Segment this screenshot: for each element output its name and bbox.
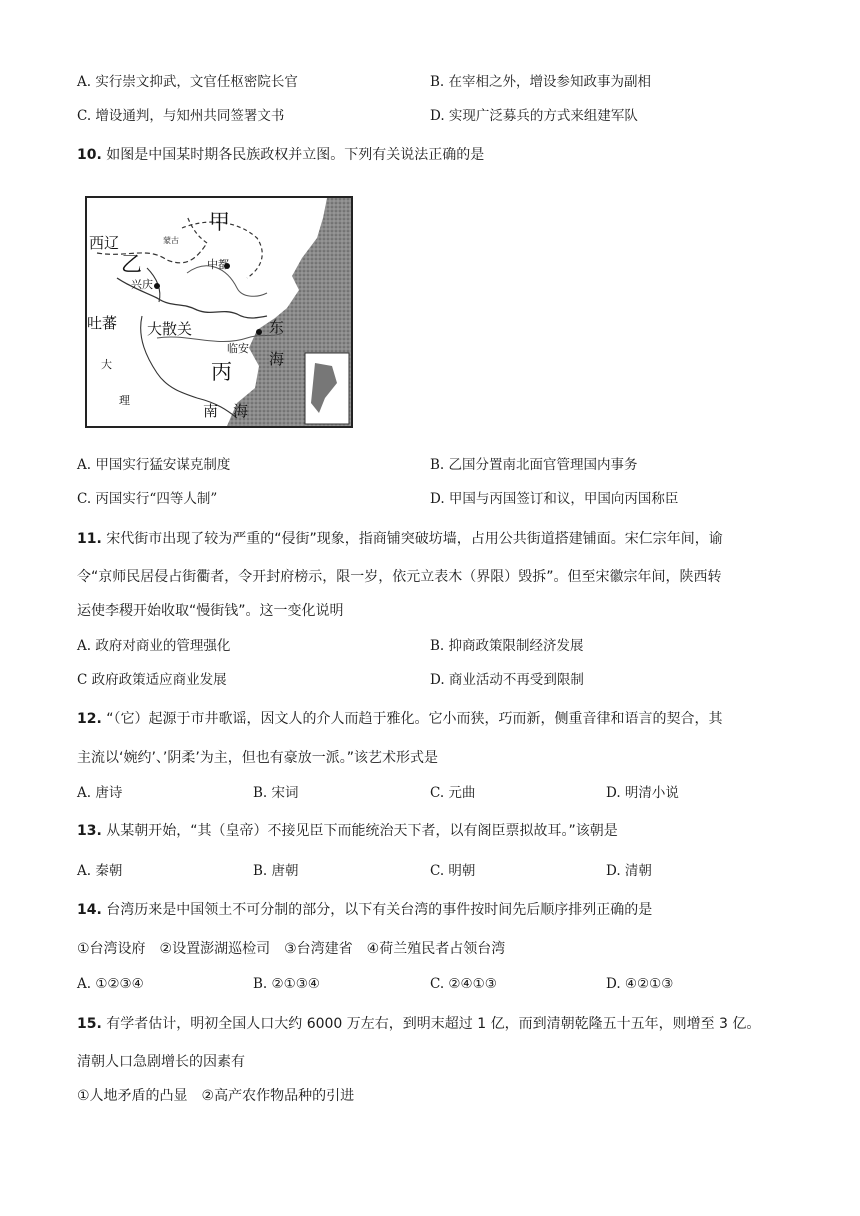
q12-option-c: C. 元曲 bbox=[430, 785, 476, 801]
label-yi: 乙 bbox=[121, 252, 142, 276]
label-tubo: 吐蕃 bbox=[87, 314, 118, 332]
q11-stem-line-3: 运使李稷开始收取“慢街钱”。这一变化说明 bbox=[77, 603, 344, 619]
q9-option-c: C. 增设通判，与知州共同签署文书 bbox=[77, 108, 285, 124]
label-li: 理 bbox=[119, 394, 130, 407]
q10-option-c: C. 丙国实行“四等人制” bbox=[77, 491, 218, 507]
q13-number: 13. bbox=[77, 823, 102, 839]
q11-stem-text-1: 宋代街市出现了较为严重的“侵街”现象，指商铺突破坊墙，占用公共街道搭建铺面。宋仁宗年间，谕 bbox=[106, 531, 723, 547]
q9-option-b: B. 在宰相之外，增设参知政事为副相 bbox=[430, 74, 652, 90]
label-dasanguan: 大散关 bbox=[147, 320, 193, 338]
q9-option-a: A. 实行崇文抑武，文官任枢密院长官 bbox=[77, 74, 298, 90]
q11-stem-line-1 bbox=[77, 529, 723, 549]
label-zhongdu: 中都 bbox=[207, 258, 229, 271]
q14-number: 14. bbox=[77, 902, 102, 918]
q10-stem bbox=[77, 145, 484, 165]
q14-stem bbox=[77, 900, 652, 920]
q13-option-b: B. 唐朝 bbox=[253, 863, 299, 879]
q10-option-a: A. 甲国实行猛安谋克制度 bbox=[77, 457, 231, 473]
label-linan: 临安 bbox=[227, 342, 249, 355]
q10-stem-text: 如图是中国某时期各民族政权并立图。下列有关说法正确的是 bbox=[106, 147, 485, 163]
q12-option-a: A. 唐诗 bbox=[77, 785, 123, 801]
border-north bbox=[187, 216, 207, 243]
label-xiliao: 西辽 bbox=[89, 234, 120, 252]
q13-stem-text: 从某朝开始，“其（皇帝）不接见臣下而能统治天下者，以有阁臣票拟故耳。”该朝是 bbox=[106, 823, 618, 839]
label-jia: 甲 bbox=[209, 210, 230, 234]
q14-stem-text: 台湾历来是中国领土不可分制的部分，以下有关台湾的事件按时间先后顺序排列正确的是 bbox=[106, 902, 653, 918]
linan-dot bbox=[256, 329, 262, 335]
q9-option-d: D. 实现广泛募兵的方式来组建军队 bbox=[430, 108, 638, 124]
label-da: 大 bbox=[101, 358, 112, 371]
q11-option-c: C 政府政策适应商业发展 bbox=[77, 672, 227, 688]
ethnic-regimes-map bbox=[85, 196, 353, 428]
label-nan: 南 bbox=[203, 402, 219, 420]
q11-stem-line-2: 令“京师民居侵占街衢者，令开封府榜示，限一岁，依元立表木（界限）毁拆”。但至宋徽宗年间，陕西转 bbox=[77, 569, 722, 585]
label-hai-east: 海 bbox=[269, 350, 285, 368]
q15-number: 15. bbox=[77, 1016, 102, 1032]
q12-stem-line-1 bbox=[77, 709, 723, 729]
q12-stem-line-2: 主流以‘婉约’、’阴柔’为主，但也有豪放一派。”该艺术形式是 bbox=[77, 750, 439, 766]
q11-option-b: B. 抑商政策限制经济发展 bbox=[430, 638, 584, 654]
q14-option-d: D. ④②①③ bbox=[606, 976, 674, 992]
q10-number: 10. bbox=[77, 147, 102, 163]
q12-number: 12. bbox=[77, 711, 102, 727]
q15-stem-text-1: 有学者估计，明初全国人口大约 6000 万左右，到明末超过 1 亿，而到清朝乾隆五十五年，则增至 3 亿。 bbox=[106, 1016, 761, 1032]
q12-option-b: B. 宋词 bbox=[253, 785, 299, 801]
q13-option-a: A. 秦朝 bbox=[77, 863, 123, 879]
q14-items: ①台湾设府 ②设置澎湖巡检司 ③台湾建省 ④荷兰殖民者占领台湾 bbox=[77, 941, 506, 957]
q14-option-b: B. ②①③④ bbox=[253, 976, 320, 992]
q15-stem-line-2: 清朝人口急剧增长的因素有 bbox=[77, 1054, 245, 1070]
q15-stem-line-1 bbox=[77, 1014, 760, 1034]
label-bing: 丙 bbox=[211, 360, 232, 384]
q12-option-d: D. 明清小说 bbox=[606, 785, 679, 801]
q11-option-d: D. 商业活动不再受到限制 bbox=[430, 672, 584, 688]
q10-option-d: D. 甲国与丙国签订和议，甲国向丙国称臣 bbox=[430, 491, 679, 507]
label-menggu: 蒙古 bbox=[163, 236, 179, 245]
q12-stem-text-1: “（它）起源于市井歌谣，因文人的介人而趋于雅化。它小而狭，巧而新，侧重音律和语言的契合，其 bbox=[106, 711, 723, 727]
q14-option-c: C. ②④①③ bbox=[430, 976, 497, 992]
q13-stem bbox=[77, 821, 618, 841]
label-xingqing: 兴庆 bbox=[131, 278, 153, 291]
xingqing-dot bbox=[154, 283, 160, 289]
q13-option-c: C. 明朝 bbox=[430, 863, 476, 879]
label-hai-south: 海 bbox=[233, 402, 249, 420]
q15-items: ①人地矛盾的凸显 ②高产农作物品种的引进 bbox=[77, 1088, 355, 1104]
q11-number: 11. bbox=[77, 531, 102, 547]
q14-option-a: A. ①②③④ bbox=[77, 976, 144, 992]
q13-option-d: D. 清朝 bbox=[606, 863, 652, 879]
q11-option-a: A. 政府对商业的管理强化 bbox=[77, 638, 231, 654]
label-dong: 东 bbox=[269, 318, 285, 336]
q10-option-b: B. 乙国分置南北面官管理国内事务 bbox=[430, 457, 638, 473]
